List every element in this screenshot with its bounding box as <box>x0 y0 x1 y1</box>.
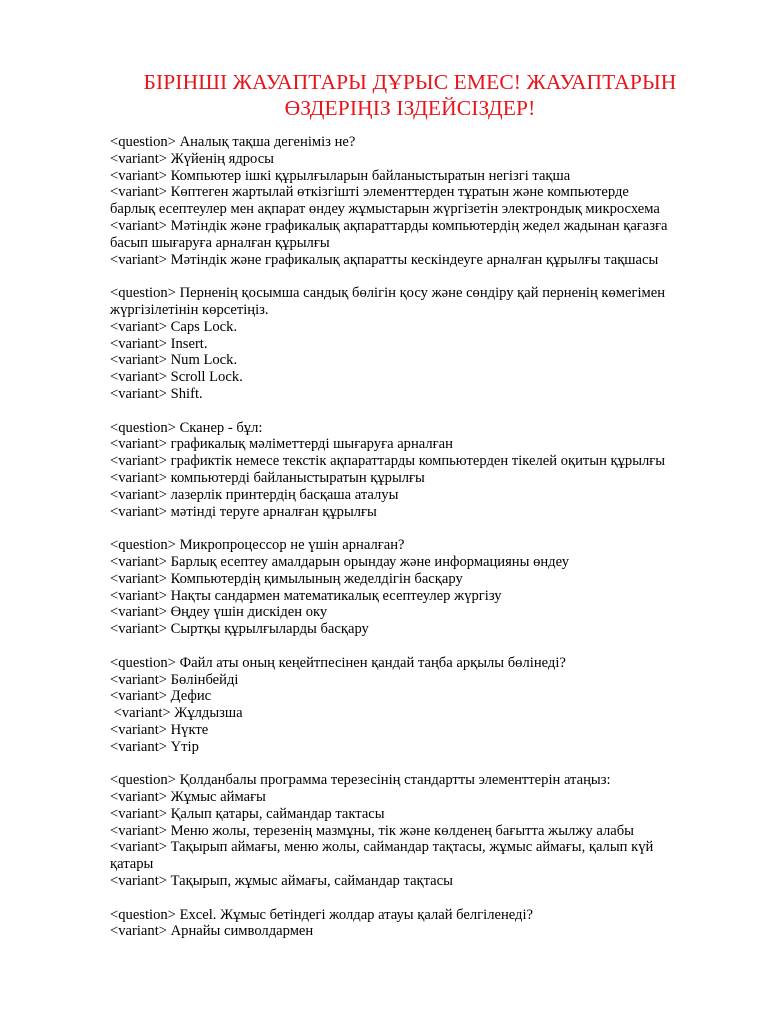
variant-line: <variant> Сыртқы құрылғыларды басқару <box>110 621 369 638</box>
variant-line: <variant> Нақты сандармен математикалық есептеулер жүргізу <box>110 587 502 604</box>
variant-line: <variant> Барлық есептеу амалдарын орындау және информацияны өндеу <box>110 553 570 570</box>
variant-line: <variant> Үтір <box>110 738 199 755</box>
variant-line: <variant> Компьютердің қимылының жеделдігін басқару <box>110 570 463 587</box>
variant-line: <variant> компьютерді байланыстыратын құрылғы <box>110 469 425 486</box>
document-title-line-2: ӨЗДЕРІҢІЗ ІЗДЕЙСІЗДЕР! <box>284 96 536 120</box>
variant-line: <variant> Нүкте <box>110 721 209 738</box>
question-block <box>110 285 720 403</box>
question-block <box>110 420 720 521</box>
variant-line: <variant> лазерлік принтердің басқаша аталуы <box>110 486 399 503</box>
document-title-line-1: БІРІНШІ ЖАУАПТАРЫ ДҰРЫС ЕМЕС! ЖАУАПТАРЫН <box>143 70 677 94</box>
variant-line: <variant> Тақырып, жұмыс аймағы, саймандар тақтасы <box>110 873 453 890</box>
variant-line-continuation: басып шығаруға арналған құрылғы <box>110 234 330 251</box>
variant-line: <variant> Жүйенің ядросы <box>110 150 274 167</box>
variant-line: <variant> Компьютер ішкі құрылғыларын байланыстыратын негізгі тақша <box>110 167 571 184</box>
question-block <box>110 655 720 756</box>
variant-line: <variant> Дефис <box>110 688 212 705</box>
variant-line: <variant> Тақырып аймағы, меню жолы, саймандар тақтасы, жұмыс аймағы, қалып күй <box>110 839 654 856</box>
variant-line: <variant> Num Lock. <box>110 352 238 369</box>
variant-line: <variant> графиктік немесе текстік ақпараттарды компьютерден тікелей оқитын құрылғы <box>110 453 666 470</box>
question-line-continuation: жүргізілетінін көрсетіңіз. <box>110 301 269 318</box>
question-line: <question> Аналық тақша дегеніміз не? <box>110 134 356 150</box>
question-block <box>110 907 720 941</box>
variant-line: <variant> Арнайы символдармен <box>110 923 314 940</box>
question-list <box>110 134 720 957</box>
variant-line: <variant> Бөлінбейді <box>110 671 239 688</box>
variant-line: <variant> Caps Lock. <box>110 318 238 335</box>
variant-line: <variant> Көптеген жартылай өткізгішті элементтерден тұратын және компьютерде <box>110 184 629 201</box>
question-line: <question> Файл аты оның кеңейтпесінен қандай таңба арқылы бөлінеді? <box>110 654 566 671</box>
variant-line: <variant> Меню жолы, терезенің мазмұны, тік және көлденең бағытта жылжу алабы <box>110 822 634 839</box>
question-line: <question> Сканер - бұл: <box>110 419 263 436</box>
question-line: <question> Перненің қосымша сандық бөлігін қосу және сөндіру қай перненің көмегімен <box>110 285 666 302</box>
question-line: <question> Excel. Жұмыс бетіндегі жолдар атауы қалай белгіленеді? <box>110 906 534 923</box>
question-line: <question> Қолданбалы программа терезесінің стандартты элементтерін атаңыз: <box>110 772 611 789</box>
variant-line: <variant> мәтінді теруге арналған құрылғы <box>110 503 377 520</box>
variant-line-continuation: барлық есептеулер мен ақпарат өндеу жұмыстарын жүргізетін электрондық микросхема <box>110 201 660 218</box>
variant-line: <variant> Мәтіндік және графикалық ақпараттарды компьютердің жедел жадынан қағазға <box>110 217 668 234</box>
question-block <box>110 772 720 890</box>
variant-line: <variant> Жұлдызша <box>110 705 243 722</box>
variant-line: <variant> Мәтіндік және графикалық ақпаратты кескіндеуге арналған құрылғы тақшасы <box>110 251 659 268</box>
variant-line-continuation: қатары <box>110 856 154 873</box>
variant-line: <variant> Жұмыс аймағы <box>110 789 266 806</box>
variant-line: <variant> Scroll Lock. <box>110 369 243 386</box>
variant-line: <variant> Өңдеу үшін дискіден оку <box>110 604 328 621</box>
variant-line: <variant> графикалық мәліметтерді шығаруға арналған <box>110 436 453 453</box>
question-block <box>110 134 720 268</box>
variant-line: <variant> Insert. <box>110 335 208 352</box>
variant-line: <variant> Қалып қатары, саймандар тактасы <box>110 805 385 822</box>
question-line: <question> Микропроцессор не үшін арналған? <box>110 537 405 554</box>
question-block <box>110 537 720 638</box>
variant-line: <variant> Shift. <box>110 385 203 402</box>
